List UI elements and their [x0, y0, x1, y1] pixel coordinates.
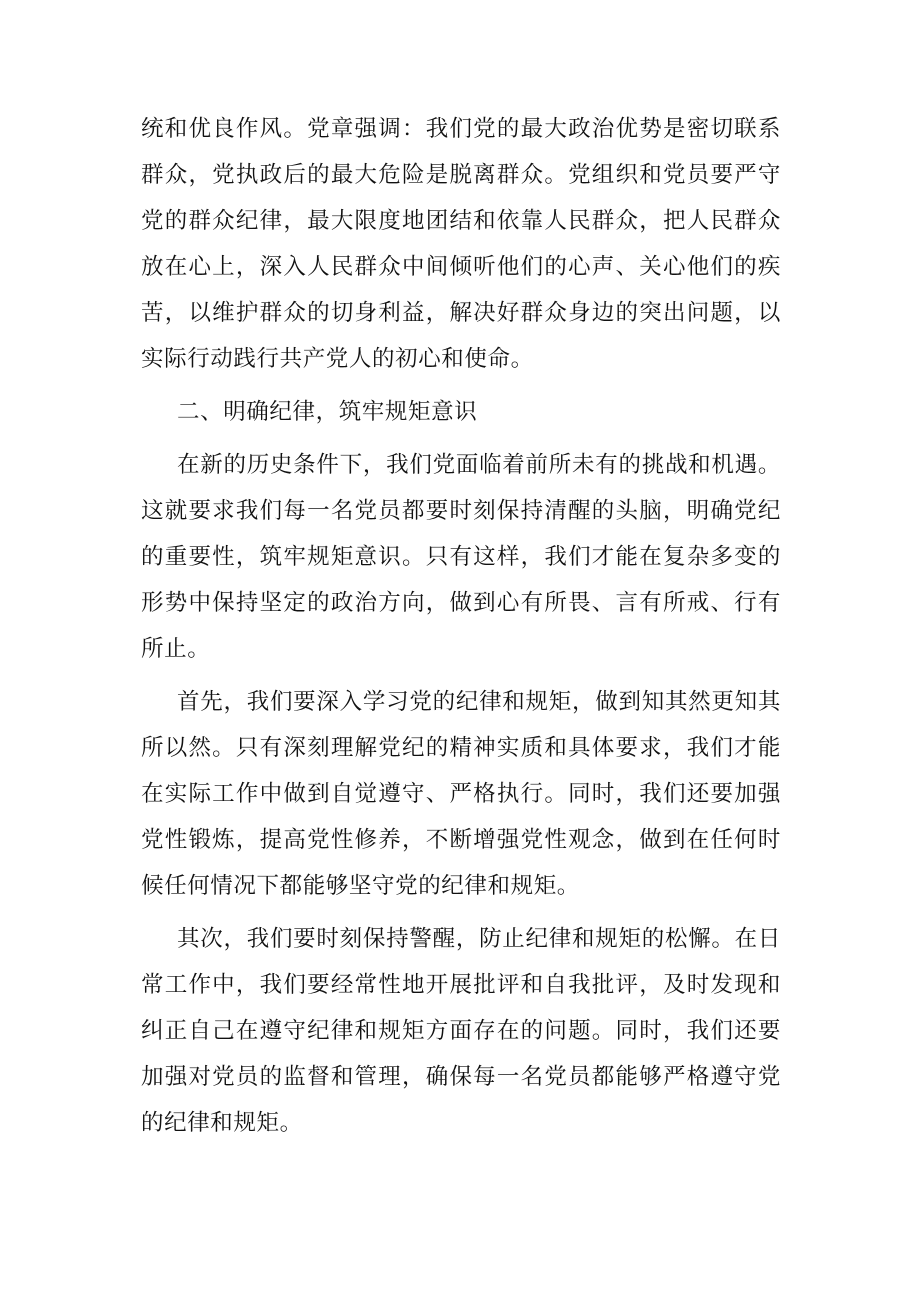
document-body: [141, 106, 781, 1153]
section-heading: 二、明确纪律，筑牢规矩意识: [177, 399, 478, 425]
paragraph: 在新的历史条件下，我们党面临着前所未有的挑战和机遇。这就要求我们每一名党员都要时刻保持清醒的头脑，明确党纪的重要性，筑牢规矩意识。只有这样，我们才能在复杂多变的形势中保持坚定的政治方向，做到心有所畏、言有所戒、行有所止。: [141, 452, 781, 662]
paragraph: 首先，我们要深入学习党的纪律和规矩，做到知其然更知其所以然。只有深刻理解党纪的精神实质和具体要求，我们才能在实际工作中做到自觉遵守、严格执行。同时，我们还要加强党性锻炼，提高党性修养，不断增强党性观念，做到在任何时候任何情况下都能够坚守党的纪律和规矩。: [141, 689, 781, 899]
paragraph: 其次，我们要时刻保持警醒，防止纪律和规矩的松懈。在日常工作中，我们要经常性地开展批评和自我批评，及时发现和纠正自己在遵守纪律和规矩方面存在的问题。同时，我们还要加强对党员的监督和管理，确保每一名党员都能够严格遵守党的纪律和规矩。: [141, 926, 781, 1136]
paragraph-continued: 统和优良作风。党章强调：我们党的最大政治优势是密切联系群众，党执政后的最大危险是脱离群众。党组织和党员要严守党的群众纪律，最大限度地团结和依靠人民群众，把人民群众放在心上，深入人民群众中间倾听他们的心声、关心他们的疾苦，以维护群众的切身利益，解决好群众身边的突出问题，以实际行动践行共产党人的初心和使命。: [141, 116, 781, 372]
